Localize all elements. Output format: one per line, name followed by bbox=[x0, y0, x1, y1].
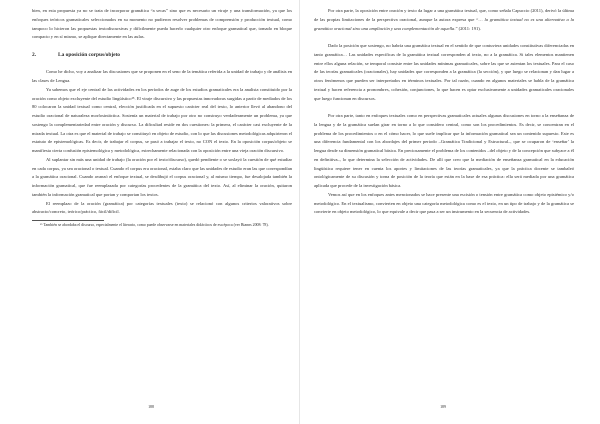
quote-italic: la gramática textual no es una alternativa a la gramática oracional sino una ampliación y una complementación de aquella bbox=[314, 16, 574, 31]
paragraph-intro: bien, en esta propuesta ya no se trata de incorporar gramática “a secas” sino que es necesario un viraje y una transformación, ya que los enfoques teóricos gramaticales seleccionados en su momento no pudieron resolver problemas de comprensión y producción textual, como tampoco lo hicieron las propuestas textodiscursivas y difícilmente pueda hacerlo cualquier otro enfoque gramatical que, tomado en bloque compacto y en sí mismo, se aplique directamente en las aulas. bbox=[32, 8, 292, 40]
section-heading bbox=[32, 51, 292, 60]
footnote-text: ¹⁵ También se abordaba el discurso, especialmente el literario, como puede observarse en materiales didácticos de esa época (ver Bianns 2008: 78). bbox=[40, 223, 269, 227]
section-number: 2. bbox=[32, 51, 37, 58]
footnote bbox=[32, 223, 292, 229]
footnote-rule bbox=[32, 220, 104, 221]
paragraph: Por otra parte, tanto en enfoques textuales como en perspectivas gramaticales actuales algunas discusiones en torno a la enseñanza de la lengua y de la gramática suelan girar en torno a lo que considero central, como son los procedimientos. Es decir, se concentran en el problema de los procedimientos o en el cómo hacer, lo que suele implicar que la información gramatical sea un contenido supuesto. Este es una diferencia fundamental con los abordajes del primer periodo –Gramática Tradicional y Estructural–, que se ocuparon de ‘enseñar’ la lengua desde su dimensión gramatical básica. En preciosamente el problema de los contenidos –del objeto y de la concepción que subyace a él en definitiva–, lo que determina la selección de actividades. De allí que creo que la mediación de enseñanza gramatical en la educación lingüística requiere tener en cuenta los aportes y limitaciones de las teorías gramaticales, ya que la práctica docente se tambaleó ontológicamente de su discusión y torna de posición de la teoría que están en la base de esa práctica: ella será mediada por una gramática aplicada que procede de la investigación básica. bbox=[314, 113, 574, 188]
paragraph: El reemplazo de la oración (gramática) por categorías textuales (texto) se relacionó con algunos criterios valorativos sobre abstracto/concreto, teórico/práctico, fácil/difícil. bbox=[32, 200, 292, 215]
paragraph: Ya sabemos que el eje central de las actividades en los períodos de auge de los estudios gramaticales era la analista constituido por la oración como objeto excluyente del estudio lingüístico¹⁵. El viraje discursivo y las propuestas innovadoras surgidas a partir de mediados de los 80 colocaron la unidad textual como central, elección justificada en el supuesto carácter real del texto, lo anterior llevó al abandono del estudio oracional de naturaleza morfosintáctica. Sostenía un material de trabajo por otro no construyo verdaderamente un problema, ya que sostengo la complementariedad entre oración y discurso. La dificultad reside en dos cuestiones: la primera, el carácter casi excluyente de la mirada textual. La otra es que el material de trabajo se constituyó en objeto de estudio, con lo que las discusiones metodológicas adquirieron el estatuto de epistemológicas. Es decir, de trabajar el corpus, se pasó a trabajar el texto, no CON el texto. En la oposición corpus/objeto se manifiesta cierta confusión epistemológica y metodológica, estrechamente relacionada con la oposición entre una vieja oración discursivo. bbox=[32, 86, 292, 153]
page-number: 188 bbox=[148, 405, 154, 409]
paragraph: Al suplantar sin más una unidad de trabajo (la oración por el texto/discurso), quedó pendiente o se soslayó la cuestión de qué estudiar en cada corpus, ya sea oracional o textual. Cuando el corpus era oracional, estaba claro que las unidades de estudio eran las que correspondían a la gramática oracional. Cuando avanzó el enfoque textual, se desdibujó el corpus oracional y, al mismo tiempo, fue desalojada también la información gramatical, que fue reemplazada por categorías procedentes de la gramática del texto. Así, al eliminar la oración, quitaron también la información gramatical que portan y comportan los textos. bbox=[32, 156, 292, 197]
right-page bbox=[300, 0, 600, 424]
paragraph: Como he dicho, voy a analizar las discusiones que se proponen en el seno de la temática referida a la unidad de trabajo y de análisis en las clases de Lengua. bbox=[32, 69, 292, 83]
quote-citation: .” (2011: 191). bbox=[454, 25, 481, 31]
page-number: 189 bbox=[440, 405, 446, 409]
section-title: La oposición corpus/objeto bbox=[58, 51, 120, 58]
quote-intro: Por otra parte, la oposición entre oración y texto da lugar a una gramática textual, que, como señala Capuccio (2011), derivó la última de las propias limitaciones de la perspectiva oracional, aunque la autora expresa que “… bbox=[314, 8, 574, 22]
paragraph: Vemos así que en los enfoques antes mencionados se hace presente una escisión o tensión entre gramática como objeto epistémico y/o metodológico. En el textualismo, convierten en objeto una categoría metodológica como es el texto, en un tipo de trabajo y de la gramática se convierte en objeto metodológico, lo que equivale a decir que pasa a ser un instrumento en la secuencia de actividades. bbox=[314, 191, 574, 215]
paragraph-quote bbox=[314, 7, 574, 33]
paragraph: Dado la posición que sostengo, no habría una gramática textual en el sentido de que contuviera unidades constitutivas diferenciadas en tanto gramática… Las unidades específicas de la gramática textual corresponden al texto, no a la gramática. Si tales elementos mantienen entre ellos alguna relación, se temporal consiste entre las unidades mínimas gramaticales, sobre las que se asientan los textuales. Para el caso de las teorías gramaticales (oracionales), hay unidades que corresponden a la gramática (la sección), y que luego se relacionan y dan lugar a otros fenómenos que pueden ser interpretados en términos textuales. Por tal razón, cuando en algunos materiales se habla de la gramática textual y hacen referencia a pronombres, cohesión, conjunciones, lo que hacen es optar exclusivamente a unidades gramaticales oracionales que luego funcionan en discursos. bbox=[314, 43, 574, 101]
